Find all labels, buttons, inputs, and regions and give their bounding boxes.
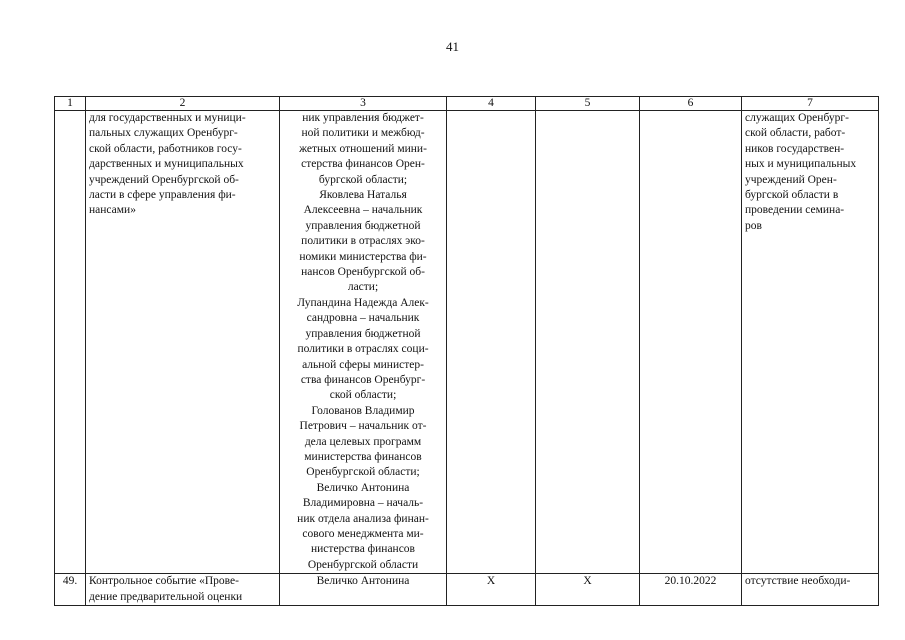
result-cell: служащих Оренбург- ской области, работ- ников государствен- ных и муниципальных учреждений Орен- бургской области в проведении семина- ров xyxy=(742,111,879,574)
start-date-cell: Х xyxy=(447,574,536,606)
column-header-7: 7 xyxy=(742,97,879,111)
responsible-persons-cell: ник управления бюджет- ной политики и межбюд- жетных отношений мини- стерства финансов Орен- бургской области; Яковлева Наталья Алексеевна – начальник управления бюджетной политики в отраслях эко- номики министерства фи- нансов Оренбургской об- ласти; Лупандина Надежда Алек- сандровна – начальник управления бюджетной политики в отраслях соци- альной сферы министер- ства финансов Оренбург- ской области; Голованов Владимир Петрович – начальник от- дела целевых программ министерства финансов Оренбургской области; Величко Антонина Владимировна – началь- ник отдела анализа финан- сового менеджмента ми- нистерства финансов Оренбургской области xyxy=(280,111,447,574)
table-row xyxy=(55,574,879,606)
document-table xyxy=(54,96,879,606)
responsible-persons-cell: Величко Антонина xyxy=(280,574,447,606)
column-header-1: 1 xyxy=(55,97,86,111)
event-description-cell: для государственных и муници- пальных служащих Оренбург- ской области, работников госу- дарственных и муниципальных учреждений Оренбургской об- ласти в сфере управления фи- нансами» xyxy=(86,111,280,574)
header-row xyxy=(55,97,879,111)
page-number: 41 xyxy=(446,39,459,54)
control-date-cell xyxy=(640,111,742,574)
column-header-3: 3 xyxy=(280,97,447,111)
column-header-2: 2 xyxy=(86,97,280,111)
control-date-cell: 20.10.2022 xyxy=(640,574,742,606)
column-header-4: 4 xyxy=(447,97,536,111)
column-header-5: 5 xyxy=(536,97,640,111)
row-number-cell: 49. xyxy=(55,574,86,606)
end-date-cell xyxy=(536,111,640,574)
table-row xyxy=(55,111,879,574)
start-date-cell xyxy=(447,111,536,574)
result-cell: отсутствие необходи- xyxy=(742,574,879,606)
column-header-6: 6 xyxy=(640,97,742,111)
row-number-cell xyxy=(55,111,86,574)
event-description-cell: Контрольное событие «Прове- дение предварительной оценки xyxy=(86,574,280,606)
end-date-cell: Х xyxy=(536,574,640,606)
